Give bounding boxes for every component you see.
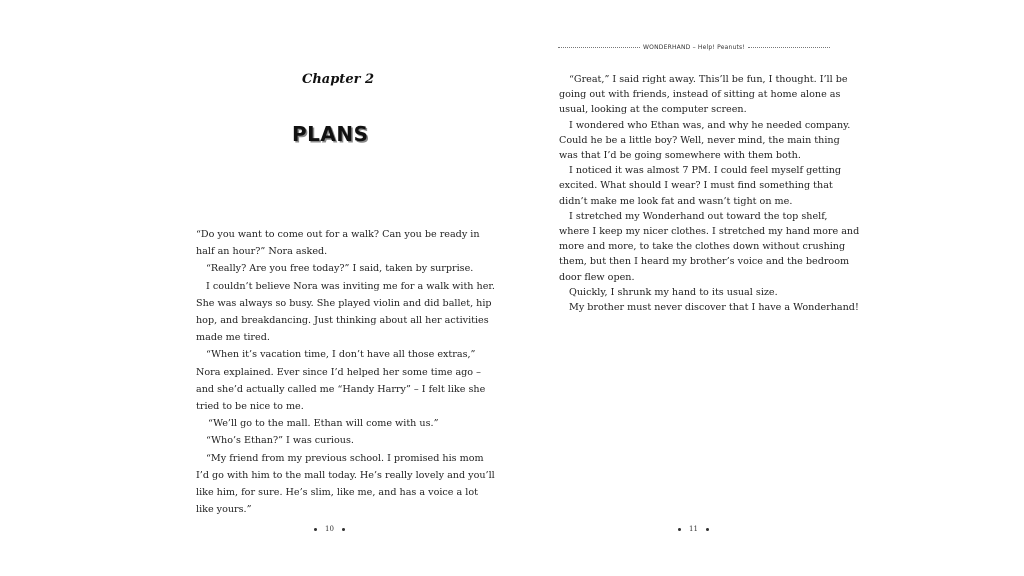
- dotted-rule: [748, 47, 830, 48]
- text-line: where I keep my nicer clothes. I stretched my hand more and: [559, 226, 860, 238]
- text-line: like yours.”: [196, 504, 252, 516]
- text-line: I stretched my Wonderhand out toward the top shelf,: [569, 210, 828, 222]
- text-line: I couldn’t believe Nora was inviting me for a walk with her.: [206, 280, 495, 292]
- text-line: and she’d actually called me “Handy Harry” – I felt like she: [196, 383, 486, 395]
- text-line: usual, looking at the computer screen.: [559, 104, 747, 116]
- page-number-value: 10: [325, 525, 334, 533]
- text-line: Could he be a little boy? Well, never mind, the main thing: [559, 134, 840, 146]
- text-line: Quickly, I shrunk my hand to its usual size.: [569, 286, 778, 298]
- text-line: like him, for sure. He’s slim, like me, and has a voice a lot: [196, 487, 478, 499]
- text-line: more and more, to take the clothes down without crushing: [559, 241, 846, 253]
- text-line: hop, and breakdancing. Just thinking about all her activities: [196, 315, 489, 327]
- text-line: “My friend from my previous school. I promised his mom: [206, 452, 484, 464]
- left-body-text: [196, 226, 495, 518]
- page-number: [678, 525, 709, 533]
- text-line: “We’ll go to the mall. Ethan will come with us.”: [208, 418, 439, 430]
- text-line: I wondered who Ethan was, and why he needed company.: [569, 119, 851, 131]
- page-number: [314, 525, 345, 533]
- text-line: I’d go with him to the mall today. He’s really lovely and you’ll: [196, 469, 495, 481]
- text-line: going out with friends, instead of sitting at home alone as: [559, 89, 841, 101]
- text-line: tried to be nice to me.: [196, 401, 304, 413]
- text-line: “When it’s vacation time, I don’t have all those extras,”: [206, 349, 476, 361]
- text-line: half an hour?” Nora asked.: [196, 246, 328, 258]
- chapter-title: PLANS: [292, 122, 369, 146]
- text-line: made me tired.: [196, 332, 270, 344]
- dotted-rule: [558, 47, 640, 48]
- bullet-icon: [678, 528, 681, 531]
- chapter-label: Chapter 2: [302, 72, 375, 87]
- text-line: She was always so busy. She played violin and did ballet, hip: [196, 297, 492, 309]
- text-line: “Really? Are you free today?” I said, taken by surprise.: [206, 263, 474, 275]
- left-page: [150, 0, 514, 576]
- text-line: Nora explained. Ever since I’d helped her some time ago –: [196, 366, 481, 378]
- running-header-text: WONDERHAND – Help! Peanuts!: [643, 44, 745, 51]
- bullet-icon: [706, 528, 709, 531]
- bullet-icon: [342, 528, 345, 531]
- right-page: [514, 0, 878, 576]
- page-number-value: 11: [689, 525, 698, 533]
- bullet-icon: [314, 528, 317, 531]
- text-line: excited. What should I wear? I must find something that: [559, 180, 833, 192]
- text-line: My brother must never discover that I have a Wonderhand!: [569, 302, 859, 314]
- text-line: them, but then I heard my brother’s voice and the bedroom: [559, 256, 850, 268]
- text-line: “Who’s Ethan?” I was curious.: [206, 435, 354, 447]
- text-line: didn’t make me look fat and wasn’t tight on me.: [559, 195, 793, 207]
- text-line: “Do you want to come out for a walk? Can you be ready in: [196, 229, 480, 240]
- running-header: [558, 44, 830, 51]
- right-body-text: [559, 72, 860, 315]
- text-line: was that I’d be going somewhere with them both.: [559, 150, 801, 162]
- text-line: door flew open.: [559, 271, 635, 283]
- text-line: I noticed it was almost 7 PM. I could feel myself getting: [569, 165, 842, 177]
- text-line: “Great,” I said right away. This’ll be fun, I thought. I’ll be: [569, 74, 848, 85]
